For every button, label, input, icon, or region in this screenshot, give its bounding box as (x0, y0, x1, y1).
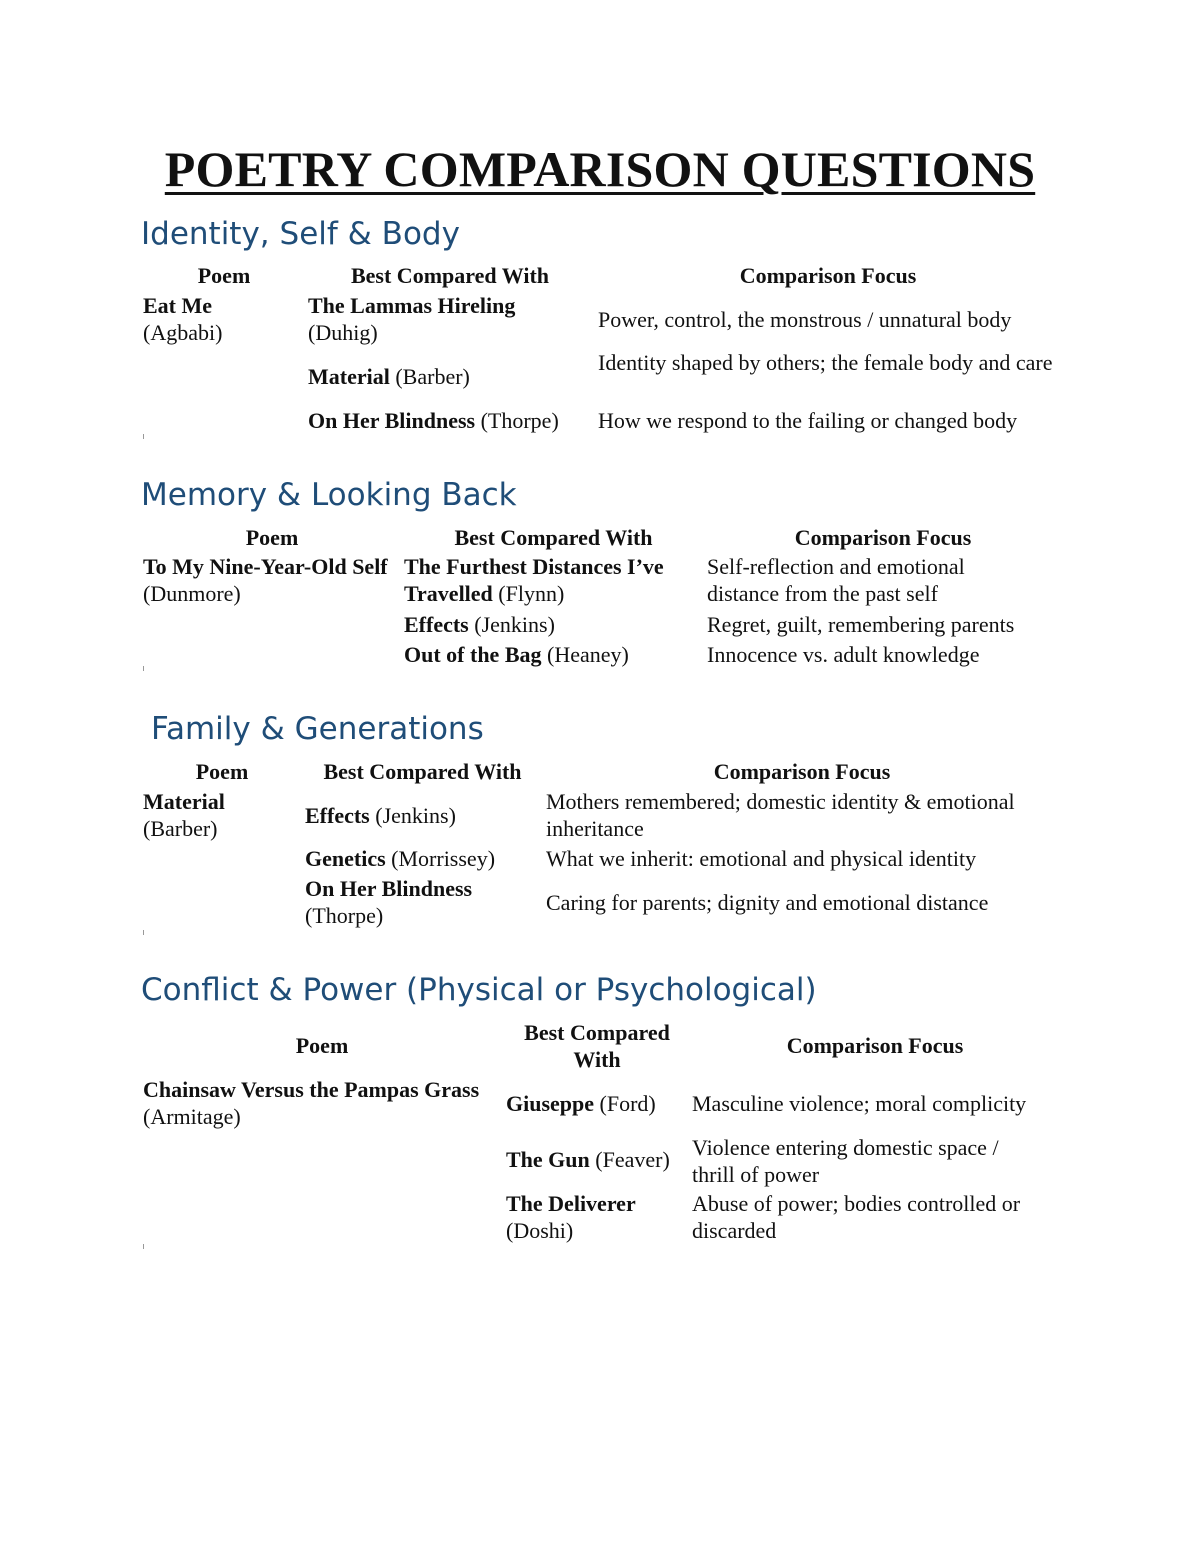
compared-author: (Thorpe) (480, 408, 559, 433)
compared-title: The Furthest Distances I’ve Travelled (404, 554, 664, 606)
compared-cell (308, 407, 593, 434)
column-header-focus: Comparison Focus (713, 759, 891, 784)
compared-cell (305, 875, 540, 929)
compared-title: The Gun (506, 1147, 590, 1172)
poem-cell (143, 553, 388, 607)
compared-author: (Barber) (395, 364, 470, 389)
poem-cell (143, 788, 298, 842)
focus-cell: Abuse of power; bodies controlled or discarded (692, 1191, 1021, 1243)
column-header-compared: Best Compared With (323, 759, 522, 784)
table-end-mark (143, 666, 144, 671)
poem-cell (143, 1076, 483, 1130)
compared-author: (Morrissey) (391, 846, 496, 871)
compared-author: (Jenkins) (474, 612, 555, 637)
section-heading-family: Family & Generations (151, 711, 484, 747)
compared-cell (305, 802, 540, 829)
column-header-poem: Poem (295, 1033, 349, 1058)
focus-cell: Regret, guilt, remembering parents (707, 612, 1015, 637)
compared-title: On Her Blindness (305, 876, 473, 901)
compared-author: (Thorpe) (305, 903, 384, 928)
column-header-focus: Comparison Focus (739, 263, 917, 288)
poem-cell (143, 292, 303, 346)
focus-cell: How we respond to the failing or changed body (598, 408, 1018, 433)
focus-cell: What we inherit: emotional and physical identity (546, 846, 977, 871)
focus-cell: Innocence vs. adult knowledge (707, 642, 980, 667)
compared-title: Genetics (305, 846, 386, 871)
compared-title: The Lammas Hireling (308, 293, 516, 318)
compared-author: (Doshi) (506, 1218, 574, 1243)
compared-cell (506, 1090, 688, 1117)
section-heading-conflict: Conflict & Power (Physical or Psychological) (141, 972, 817, 1008)
compared-title: Effects (404, 612, 469, 637)
poem-title: To My Nine-Year-Old Self (143, 554, 388, 579)
column-header-focus: Comparison Focus (786, 1033, 964, 1058)
compared-cell (506, 1190, 688, 1244)
compared-title: On Her Blindness (308, 408, 476, 433)
poem-author: (Dunmore) (143, 581, 241, 606)
compared-title: Material (308, 364, 390, 389)
poem-title: Chainsaw Versus the Pampas Grass (143, 1077, 480, 1102)
compared-cell (404, 611, 699, 638)
focus-cell: Self-reflection and emotional distance from the past self (707, 554, 965, 606)
focus-cell: Power, control, the monstrous / unnatural body (598, 307, 1012, 332)
poem-author: (Armitage) (143, 1104, 241, 1129)
column-header-compared: Best Compared With (454, 525, 653, 550)
poem-title: Eat Me (143, 293, 213, 318)
section-heading-identity: Identity, Self & Body (141, 216, 460, 252)
table-end-mark (143, 434, 144, 439)
compared-author: (Duhig) (308, 320, 378, 345)
compared-title: Effects (305, 803, 370, 828)
compared-cell (308, 363, 593, 390)
compared-cell (404, 641, 699, 668)
focus-cell: Masculine violence; moral complicity (692, 1091, 1027, 1116)
poem-title: Material (143, 789, 225, 814)
column-header-compared: Best Compared With (350, 263, 550, 288)
table-end-mark (143, 930, 144, 935)
focus-cell: Violence entering domestic space / thrill of power (692, 1135, 999, 1187)
section-heading-memory: Memory & Looking Back (141, 477, 517, 513)
compared-title: The Deliverer (506, 1191, 636, 1216)
table-end-mark (143, 1244, 144, 1249)
compared-cell (506, 1146, 688, 1173)
compared-title: Giuseppe (506, 1091, 595, 1116)
compared-author: (Heaney) (547, 642, 629, 667)
compared-cell (404, 553, 699, 607)
compared-cell (308, 292, 593, 346)
column-header-poem: Poem (245, 525, 299, 550)
poem-author: (Agbabi) (143, 320, 223, 345)
focus-cell: Mothers remembered; domestic identity & emotional inheritance (546, 789, 1015, 841)
compared-author: (Flynn) (498, 581, 565, 606)
compared-cell (305, 845, 540, 872)
compared-author: (Ford) (599, 1091, 656, 1116)
focus-cell: Caring for parents; dignity and emotional distance (546, 890, 989, 915)
column-header-focus: Comparison Focus (794, 525, 972, 550)
poem-author: (Barber) (143, 816, 218, 841)
focus-cell: Identity shaped by others; the female body and care (598, 350, 1053, 375)
compared-author: (Feaver) (595, 1147, 670, 1172)
column-header-poem: Poem (195, 759, 249, 784)
column-header-compared: Best Compared With (524, 1020, 670, 1072)
column-header-poem: Poem (197, 263, 251, 288)
compared-author: (Jenkins) (375, 803, 456, 828)
compared-title: Out of the Bag (404, 642, 542, 667)
page-title: POETRY COMPARISON QUESTIONS (164, 141, 1036, 197)
